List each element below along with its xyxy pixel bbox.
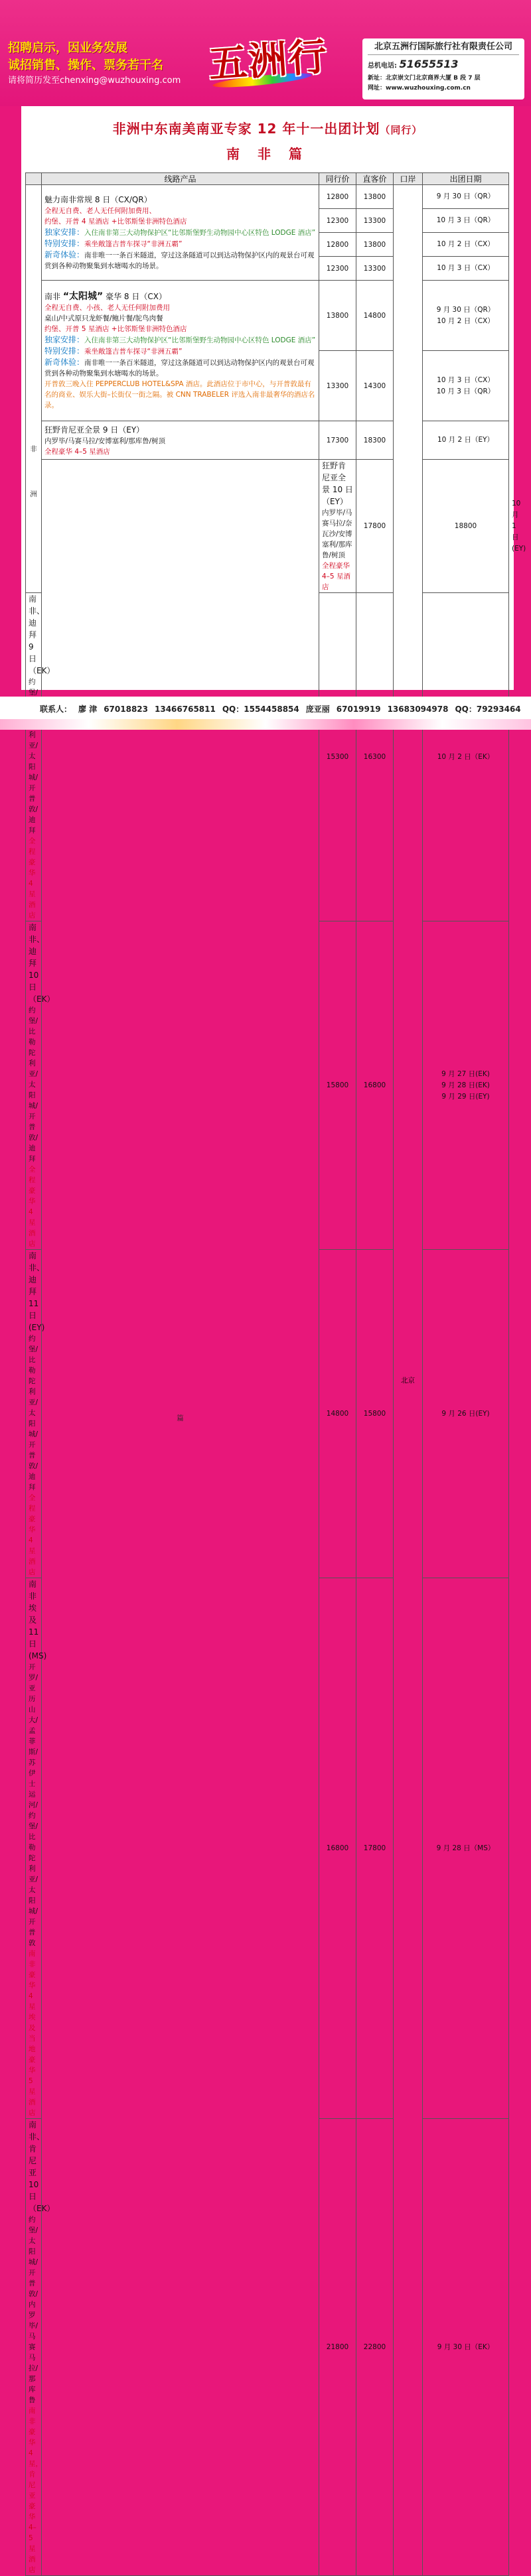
product-cell xyxy=(26,1250,45,1578)
product-route: 内罗毕/马赛马拉/奈瓦沙/安博塞利/那库鲁/树顶 xyxy=(322,509,352,559)
date-line: 9 月 28 日(EK) xyxy=(441,1081,490,1089)
product-cell xyxy=(26,2119,55,2576)
departure-date: 10 月 2 日（EY） xyxy=(423,421,509,460)
product-cell xyxy=(319,460,356,593)
departure-date xyxy=(423,281,509,351)
product-cell xyxy=(26,593,55,921)
table-row: 篇 狂野肯尼亚全景 10 日（EY） 内罗毕/马赛马拉/奈瓦沙/安博塞利/那库鲁/树顶 全程豪华 4–5 星酒店 17800 18800 10 月 1 日 (EY) xyxy=(26,460,509,593)
product-hotel-desc: 开普敦三晚入住 PEPPERCLUB HOTEL&SPA 酒店。此酒店位于市中心，与开普敦最有名的商业、娱乐大街–长街仅一街之隔。被 CNN TRABELER 评选入南非最奢华的酒店名录。 xyxy=(44,380,315,409)
peer-price: 12800 xyxy=(319,185,356,209)
retail-price: 13800 xyxy=(356,233,394,257)
company-phone xyxy=(368,58,519,70)
contact2-mobile: 13683094978 xyxy=(387,705,449,714)
product-name: 魅力南非常规 8 日（CX/QR） xyxy=(44,195,152,204)
product-name-suffix: 豪华 8 日（CX） xyxy=(106,292,167,301)
departure-date xyxy=(423,351,509,421)
peer-price: 13800 xyxy=(319,281,356,351)
product-name-highlight: “太阳城” xyxy=(62,291,104,302)
contact1-name: 廖 津 xyxy=(78,705,98,714)
departure-date: 9 月 28 日（MS） xyxy=(423,1578,509,2119)
date-line: 10 月 3 日（CX） xyxy=(437,375,494,384)
contact2-qq: QQ：79293464 xyxy=(455,705,521,714)
peer-price: 12300 xyxy=(319,257,356,281)
logo-text: 五洲行 xyxy=(207,33,330,88)
departure-date xyxy=(423,921,509,1250)
departure-date: 10 月 2 日（EK） xyxy=(423,593,509,921)
novel-text: 南非唯一一条百米隧道，穿过这条隧道可以到达动物保护区内的观景台可观赏到各种动物聚集到水塘喝水的场景。 xyxy=(44,359,315,377)
product-name: 狂野肯尼亚全景 10 日（EY） xyxy=(322,461,353,506)
date-line: 9 月 29 日(EY) xyxy=(441,1092,490,1101)
product-name: 狂野肯尼亚全景 9 日（EY） xyxy=(44,425,145,435)
date-line: 9 月 27 日(EK) xyxy=(441,1069,490,1078)
retail-price: 13300 xyxy=(356,209,394,233)
date-line: 10 月 2 日（CX） xyxy=(437,316,494,325)
product-route: 约堡/比勒陀利亚/太阳城/开普敦/迪拜 xyxy=(29,1335,38,1491)
date-line: 9 月 30 日（QR） xyxy=(436,305,495,314)
recruitment-notice xyxy=(8,40,207,88)
special-label: 特别安排： xyxy=(44,346,85,356)
departure-date: 9 月 30 日（EK） xyxy=(423,2119,509,2576)
contact-line xyxy=(40,703,528,714)
product-route: 约堡/太阳城/开普敦/内罗毕/马赛马拉/那库鲁 xyxy=(29,2216,38,2404)
special-text: 乘坐敞篷吉普车探寻“非洲五霸” xyxy=(84,348,183,356)
contact2-name: 庞亚丽 xyxy=(305,705,330,714)
table-row xyxy=(26,421,509,460)
product-cell xyxy=(42,185,319,281)
product-novel xyxy=(44,249,316,271)
product-note: 全程无自费、小孩、老人无任何附加费用 xyxy=(44,304,170,312)
product-hotel: 全程豪华 4 星酒店 xyxy=(29,1166,36,1248)
page-title xyxy=(21,118,514,137)
retail-price: 18300 xyxy=(356,421,394,460)
novel-label: 新奇体验： xyxy=(44,358,85,367)
product-hotel: 约堡、开普 5 星酒店 +比邻斯堡非洲特色酒店 xyxy=(44,325,187,333)
product-name-prefix: 南非 xyxy=(44,292,61,301)
retail-price: 16800 xyxy=(356,921,394,1250)
category-cell: 非 洲 xyxy=(26,185,42,593)
product-name: 南非、迪拜 11 日(EY) xyxy=(29,1251,45,1332)
product-hotel: 南非豪华 4 星埃及当地豪华 5 星酒店 xyxy=(29,1950,36,2117)
contact-label: 联系人： xyxy=(40,705,72,714)
retail-price: 22800 xyxy=(356,2119,394,2576)
product-route: 开罗/亚历山大/孟菲斯/苏伊士运河/ xyxy=(29,1663,38,1809)
product-cell xyxy=(42,281,319,421)
product-hotel: 南非豪华 4 星，肯尼亚豪华 4–5 星酒店 xyxy=(29,2407,42,2574)
product-cell xyxy=(26,1578,47,2119)
departure-date: 10 月 3 日（CX） xyxy=(423,257,509,281)
product-route-2: 约堡/比勒陀利亚/太阳城/开普敦 xyxy=(29,1812,38,1947)
exclusive-text: 入住南非第三大动物保护区“比邻斯堡野生动物园中心区特色 LODGE 酒店” xyxy=(84,229,316,237)
product-name: 南非埃及 11 日(MS) xyxy=(29,1580,47,1661)
routes-table xyxy=(25,172,526,2576)
brand-logo xyxy=(199,20,339,93)
exclusive-text: 入住南非第三大动物保护区“比邻斯堡野生动物园中心区特色 LODGE 酒店” xyxy=(84,336,316,344)
product-route: 约堡/比勒陀利亚/太阳城/开普敦/迪拜 xyxy=(29,1006,38,1163)
departure-date: 10 月 3 日（QR） xyxy=(423,209,509,233)
peer-price: 16800 xyxy=(319,1578,356,2119)
product-hotel: 约堡、开普 4 星酒店 +比邻斯堡非洲特色酒店 xyxy=(44,218,187,226)
contact1-mobile: 13466765811 xyxy=(155,705,216,714)
exclusive-label: 独家安排： xyxy=(44,228,85,237)
exclusive-label: 独家安排： xyxy=(44,335,85,344)
recruit-email[interactable]: 请将简历发至chenxing@wuzhouxing.com xyxy=(8,76,181,86)
phone-label: 总机电话: xyxy=(368,62,397,70)
retail-price: 14300 xyxy=(356,351,394,421)
header-product: 线路产品 xyxy=(42,173,319,185)
product-meals: 桌山/中式原只龙虾餐/鲍片餐/鸵鸟肉餐 xyxy=(44,314,163,322)
company-website[interactable]: 网址：www.wuzhouxing.com.cn xyxy=(368,85,471,92)
product-note: 全程无自费、老人无任何附加费用、 xyxy=(44,207,156,215)
product-hotel: 全程豪华 4–5 星酒店 xyxy=(322,562,350,591)
recruit-line-1: 招聘启示，因业务发展 xyxy=(8,41,127,55)
departure-date: 9 月 26 日(EY) xyxy=(423,1250,509,1578)
departure-date: 10 月 2 日（CX） xyxy=(423,233,509,257)
novel-text: 南非唯一一条百米隧道，穿过这条隧道可以到达动物保护区内的观景台可观赏到各种动物聚集到水塘喝水的场景。 xyxy=(44,251,315,270)
special-text: 乘坐敞篷吉普车探寻“非洲五霸” xyxy=(84,240,183,248)
special-label: 特别安排： xyxy=(44,239,85,248)
decorative-flower-strip xyxy=(0,719,531,730)
table-row xyxy=(26,281,509,351)
product-name: 南非、迪拜 10 日（EK） xyxy=(29,923,55,1004)
title-suffix: （同行） xyxy=(380,124,423,136)
retail-price: 13300 xyxy=(356,257,394,281)
header-departure-date: 出团日期 xyxy=(423,173,509,185)
contact1-qq: QQ：1554458854 xyxy=(222,705,299,714)
footer-contacts xyxy=(0,697,531,730)
product-hotel: 全程豪华 4 星酒店 xyxy=(29,837,36,919)
phone-number: 51655513 xyxy=(399,58,459,70)
peer-price: 13300 xyxy=(319,351,356,421)
novel-label: 新奇体验： xyxy=(44,250,85,259)
company-name: 北京五洲行国际旅行社有限责任公司 xyxy=(368,41,519,55)
product-special xyxy=(44,346,316,357)
peer-price: 15300 xyxy=(319,593,356,921)
company-address: 新址：北京崇文门北京商界大厦 B 段 7 层 xyxy=(368,75,481,82)
product-cell xyxy=(42,421,319,460)
departure-date: 9 月 30 日（QR） xyxy=(423,185,509,209)
retail-price: 14800 xyxy=(356,281,394,351)
contact2-phone: 67019919 xyxy=(336,705,381,714)
retail-price: 17800 xyxy=(356,1578,394,2119)
product-name xyxy=(44,291,316,303)
retail-price: 18800 xyxy=(423,460,509,593)
header-peer-price: 同行价 xyxy=(319,173,356,185)
recruit-line-2: 诚招销售、操作、票务若干名 xyxy=(8,58,163,72)
header-category xyxy=(26,173,42,185)
company-info-box xyxy=(362,38,524,100)
header-retail-price: 直客价 xyxy=(356,173,394,185)
header-port: 口岸 xyxy=(394,173,423,185)
product-hotel: 全程豪华 4–5 星酒店 xyxy=(44,447,110,456)
table-row xyxy=(26,185,509,209)
table-header-row xyxy=(26,173,509,185)
retail-price: 16300 xyxy=(356,593,394,921)
peer-price: 17300 xyxy=(319,421,356,460)
product-route: 内罗毕/马赛马拉/安博塞利/那库鲁/树顶 xyxy=(44,437,166,445)
contact1-phone: 67018823 xyxy=(104,705,148,714)
peer-price: 15800 xyxy=(319,921,356,1250)
peer-price: 17800 xyxy=(356,460,394,593)
header-banner xyxy=(0,0,531,106)
departure-port: 北京 xyxy=(394,185,423,2576)
product-exclusive xyxy=(44,334,316,346)
peer-price: 21800 xyxy=(319,2119,356,2576)
date-line: 10 月 3 日（QR） xyxy=(436,387,495,395)
product-novel xyxy=(44,357,316,379)
product-route: 约堡/ 利亚/太阳城/开普敦/迪拜 xyxy=(29,678,38,835)
page-subtitle: 南 非 篇 xyxy=(226,146,309,162)
product-exclusive xyxy=(44,227,316,238)
peer-price: 12300 xyxy=(319,209,356,233)
retail-price: 15800 xyxy=(356,1250,394,1578)
product-hotel: 全程豪华 4 星酒店 xyxy=(29,1494,36,1576)
product-name: 南非、肯尼亚 10 日（EK） xyxy=(29,2120,55,2213)
peer-price: 12800 xyxy=(319,233,356,257)
product-cell xyxy=(26,921,55,1250)
product-special xyxy=(44,238,316,249)
title-text: 非洲中东南美南亚专家 12 年十一出团计划 xyxy=(112,121,380,137)
retail-price: 13800 xyxy=(356,185,394,209)
product-name: 南非、迪拜 9 日（EK） xyxy=(29,594,55,675)
category-cell: 篇 xyxy=(42,460,319,2576)
peer-price: 14800 xyxy=(319,1250,356,1578)
